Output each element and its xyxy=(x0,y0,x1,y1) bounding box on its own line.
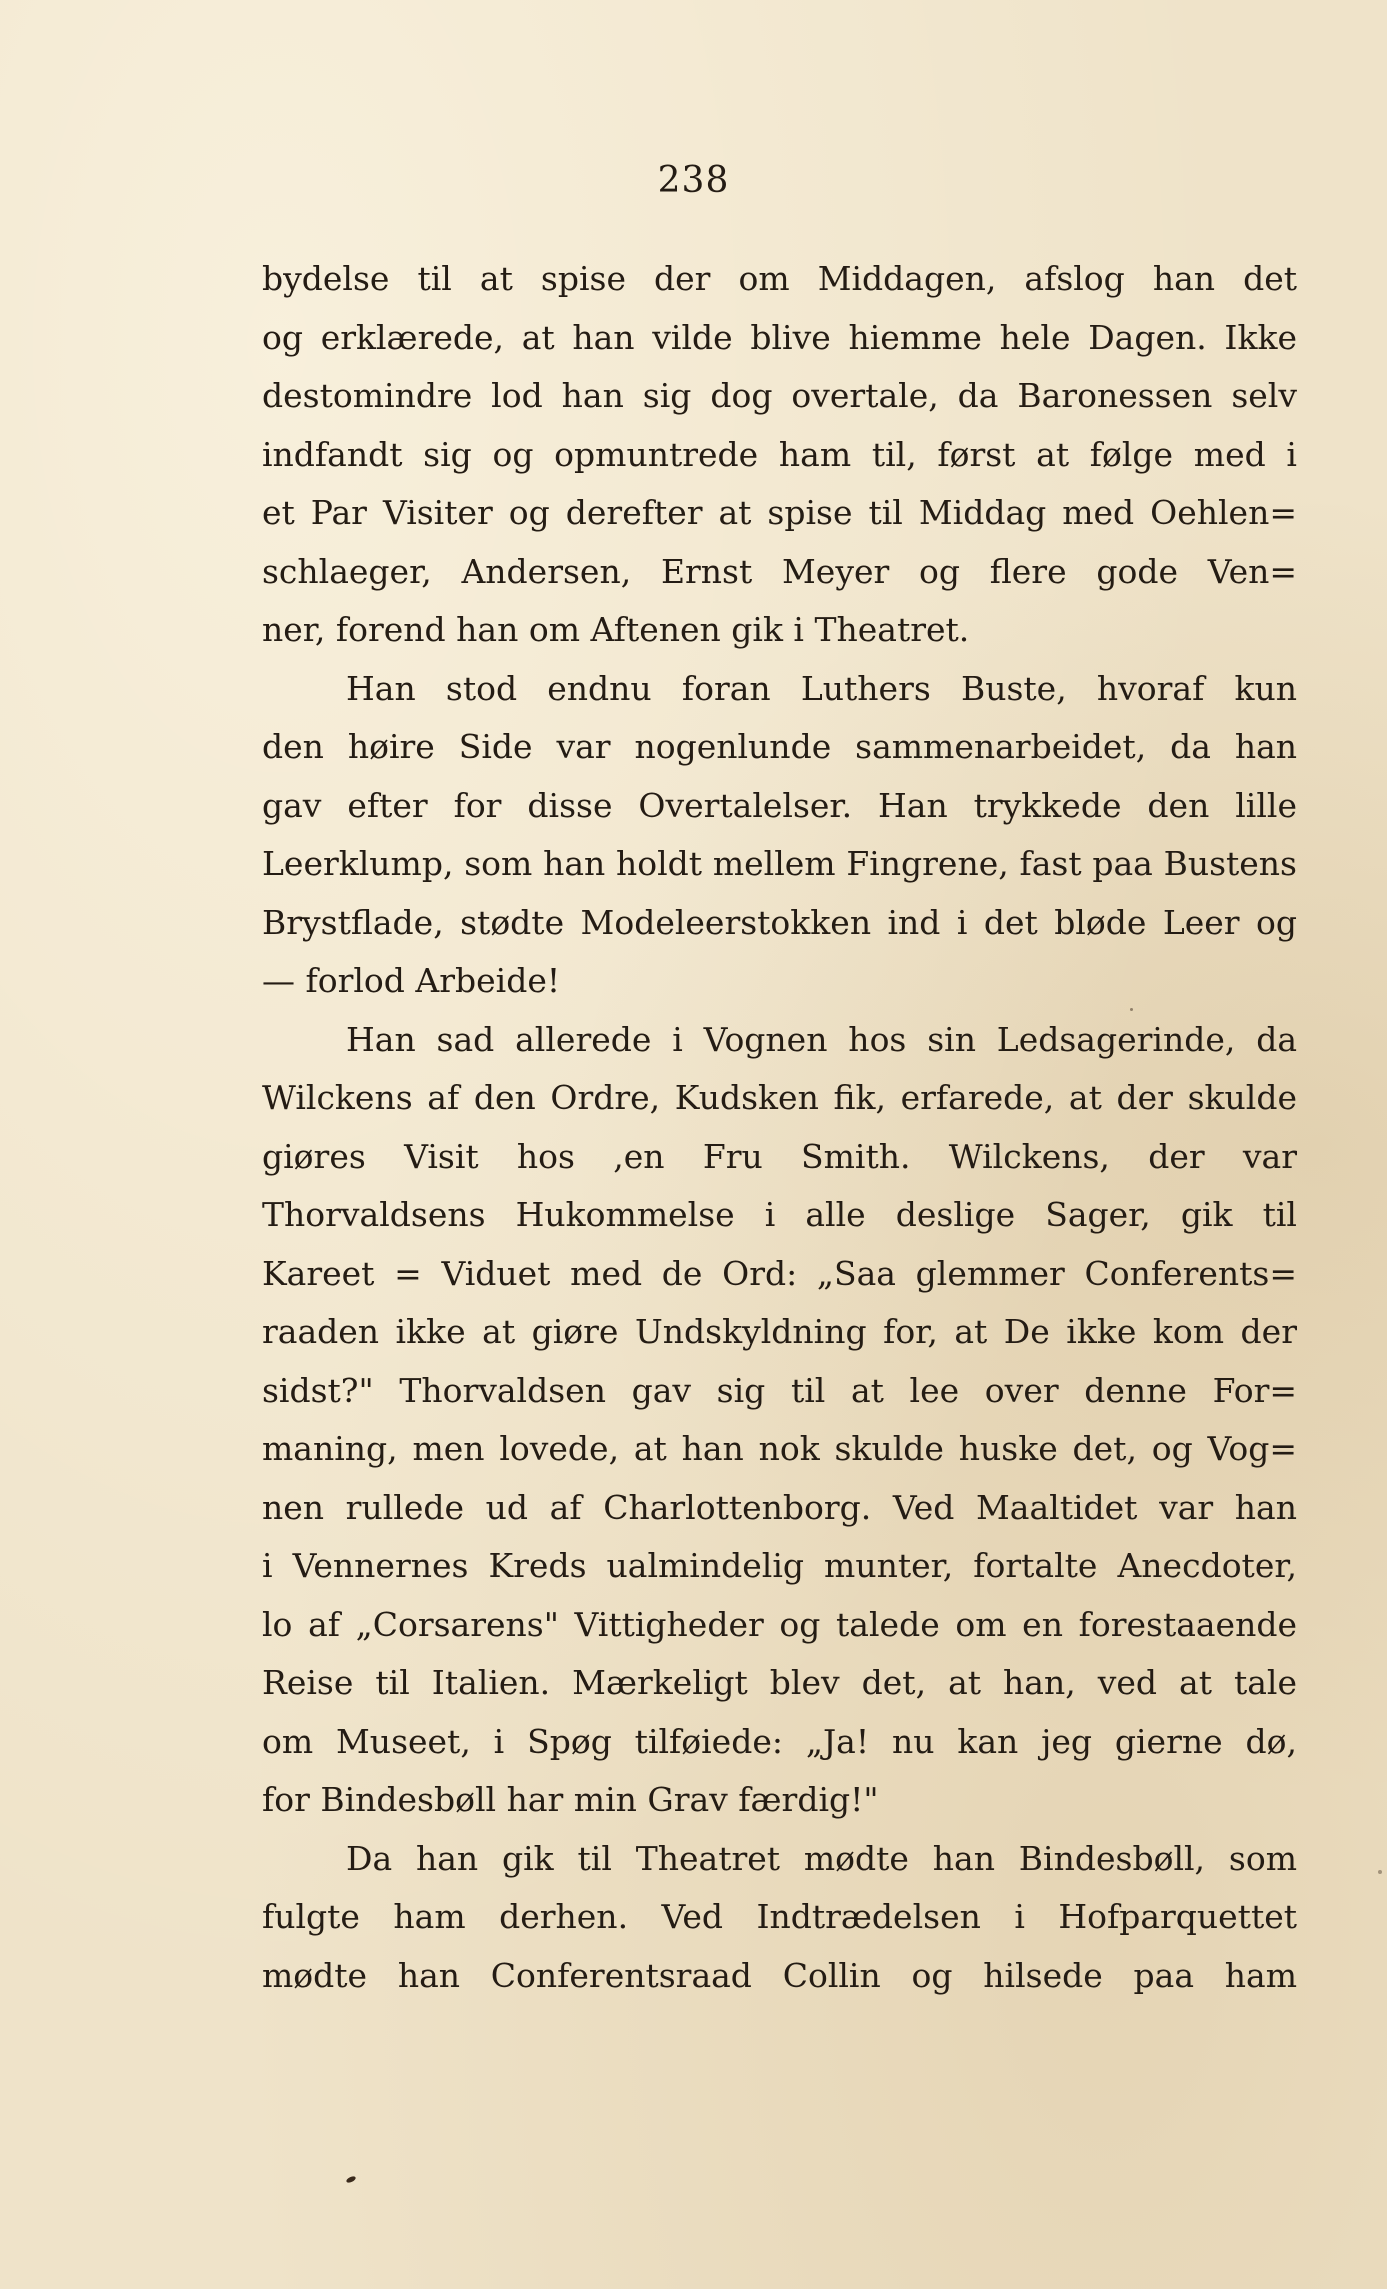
text-line: destomindre lod han sig dog overtale, da Baronessen selv xyxy=(262,376,1297,415)
text-line: nen rullede ud af Charlottenborg. Ved Maaltidet var han xyxy=(262,1487,1297,1527)
ink-speck xyxy=(1378,1870,1382,1874)
text-line: Wilckens af den Ordre, Kudsken fik, erfarede, at der skulde xyxy=(262,1078,1297,1117)
text-line: den høire Side var nogenlunde sammenarbeidet, da han xyxy=(262,727,1297,766)
text-line: mødte han Conferentsraad Collin og hilsede paa ham xyxy=(262,1955,1297,1995)
paragraph-start-line: Han sad allerede i Vognen hos sin Ledsagerinde, da xyxy=(346,1019,1297,1059)
text-line: for Bindesbøll har min Grav færdig!" xyxy=(262,1780,879,1819)
text-line: Leerklump, som han holdt mellem Fingrene, fast paa Bustens xyxy=(262,844,1297,883)
text-line: og erklærede, at han vilde blive hiemme hele Dagen. Ikke xyxy=(262,317,1297,357)
text-line: bydelse til at spise der om Middagen, afslog han det xyxy=(262,259,1297,298)
text-line: Kareet = Viduet med de Ord: „Saa glemmer Conferents= xyxy=(262,1253,1297,1293)
text-line: om Museet, i Spøg tilføiede: „Ja! nu kan jeg gierne dø, xyxy=(262,1721,1297,1761)
text-line: schlaeger, Andersen, Ernst Meyer og flere gode Ven= xyxy=(262,551,1297,591)
text-line: i Vennernes Kreds ualmindelig munter, fortalte Anecdoter, xyxy=(262,1546,1297,1585)
text-line: indfandt sig og opmuntrede ham til, først at følge med i xyxy=(262,434,1297,474)
text-line: gav efter for disse Overtalelser. Han trykkede den lille xyxy=(262,785,1297,825)
ink-speck xyxy=(345,2175,356,2184)
paragraph-start-line: Han stod endnu foran Luthers Buste, hvoraf kun xyxy=(346,668,1297,708)
page-number: 238 xyxy=(657,160,730,201)
text-line: fulgte ham derhen. Ved Indtrædelsen i Hofparquettet xyxy=(262,1897,1297,1936)
text-line: giøres Visit hos ,en Fru Smith. Wilckens, der var xyxy=(262,1136,1297,1176)
text-line: Brystflade, stødte Modeleerstokken ind i det bløde Leer og xyxy=(262,902,1297,942)
text-line: et Par Visiter og derefter at spise til Middag med Oehlen= xyxy=(262,493,1297,532)
text-line: ner, forend han om Aftenen gik i Theatret. xyxy=(262,610,970,649)
ink-speck xyxy=(1130,1008,1133,1011)
body-text xyxy=(262,250,1297,2005)
paragraph-start-line: Da han gik til Theatret mødte han Bindesbøll, som xyxy=(346,1838,1297,1878)
text-line: raaden ikke at giøre Undskyldning for, at De ikke kom der xyxy=(262,1312,1297,1351)
text-line: Thorvaldsens Hukommelse i alle deslige Sager, gik til xyxy=(262,1195,1297,1234)
text-line: Reise til Italien. Mærkeligt blev det, at han, ved at tale xyxy=(262,1663,1297,1702)
text-line: — forlod Arbeide! xyxy=(262,961,561,1000)
text-line: maning, men lovede, at han nok skulde huske det, og Vog= xyxy=(262,1429,1297,1468)
text-line: sidst?" Thorvaldsen gav sig til at lee over denne For= xyxy=(262,1370,1297,1410)
text-line: lo af „Corsarens" Vittigheder og talede om en forestaaende xyxy=(262,1604,1297,1644)
